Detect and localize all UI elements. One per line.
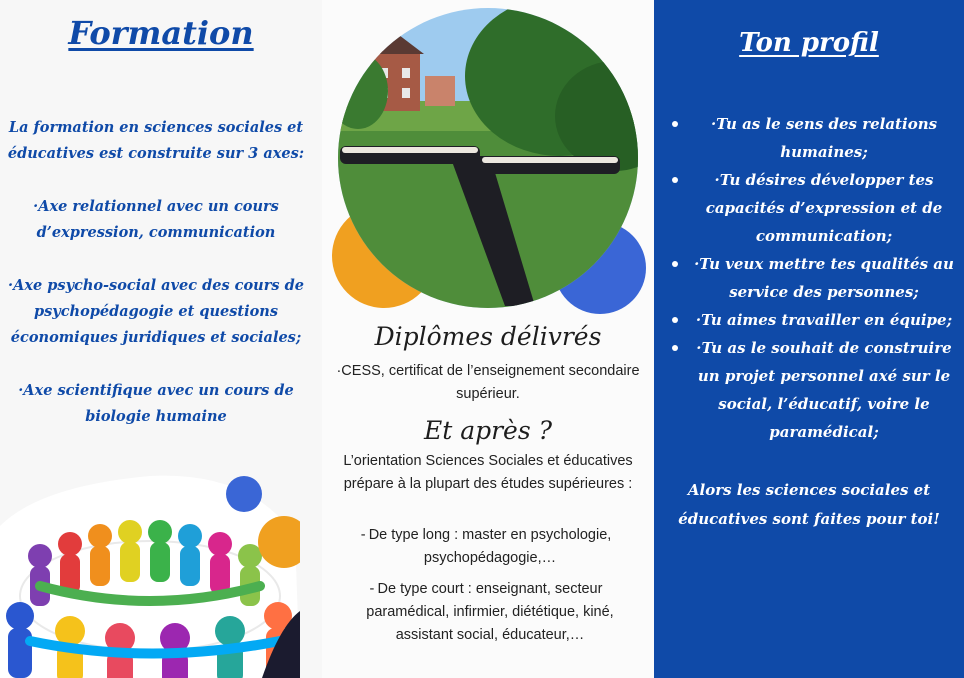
apres-text: L’orientation Sciences Sociales et éducatives prépare à la plupart des études supérieures : xyxy=(343,453,633,492)
etudes-type-long: De type long : master en psychologie, psychopédagogie,… xyxy=(368,527,612,566)
bullet-dot xyxy=(672,345,678,351)
profil-title: Ton profil xyxy=(739,28,879,58)
list-item xyxy=(672,166,954,250)
bullet-dot xyxy=(672,261,678,267)
profil-item-relations: ·Tu as le sens des relations humaines; xyxy=(710,115,938,161)
profil-closing: Alors les sciences sociales et éducatives sont faites pour toi! xyxy=(678,481,940,528)
list-item xyxy=(672,306,954,334)
list-item xyxy=(672,250,954,306)
list-item xyxy=(340,524,640,570)
list-item xyxy=(672,334,954,446)
formation-axe-relationnel: ·Axe relationnel avec un cours d’expression, communication xyxy=(33,198,279,241)
dash-marker: - xyxy=(369,581,375,597)
formation-axe-scientifique: ·Axe scientifique avec un cours de biologie humaine xyxy=(18,382,294,425)
bullet-dot xyxy=(672,121,678,127)
diplomes-text: ·CESS, certificat de l’enseignement secondaire supérieur. xyxy=(336,363,640,402)
diplomes-title: Diplômes délivrés xyxy=(374,322,602,351)
profil-item-equipe: ·Tu aimes travailler en équipe; xyxy=(695,311,953,329)
apres-title: Et après ? xyxy=(423,416,553,445)
list-item xyxy=(672,110,954,166)
dash-marker: - xyxy=(360,527,366,543)
profil-list xyxy=(672,110,954,446)
profil-item-qualites: ·Tu veux mettre tes qualités au service des personnes; xyxy=(694,255,954,301)
profil-item-projet: ·Tu as le souhait de construire un projet personnel axé sur le social, l’éducatif, voire le paramédical; xyxy=(696,339,952,441)
list-item xyxy=(340,578,640,647)
blue-dot-decoration xyxy=(226,476,262,512)
formation-axe-psycho-social: ·Axe psycho-social avec des cours de psychopédagogie et questions économiques juridiques et sociales; xyxy=(8,277,304,346)
bullet-dot xyxy=(672,317,678,323)
formation-intro: La formation en sciences sociales et éducatives est construite sur 3 axes: xyxy=(7,119,305,162)
etudes-type-court: De type court : enseignant, secteur paramédical, infirmier, diététique, kiné, assistant social, éducateur,… xyxy=(366,581,614,643)
people-circle-illustration xyxy=(0,466,300,678)
profil-item-expression: ·Tu désires développer tes capacités d’expression et de communication; xyxy=(705,171,943,245)
formation-title: Formation xyxy=(68,14,254,52)
bullet-dot xyxy=(672,177,678,183)
group-photo-illustration xyxy=(330,6,652,318)
